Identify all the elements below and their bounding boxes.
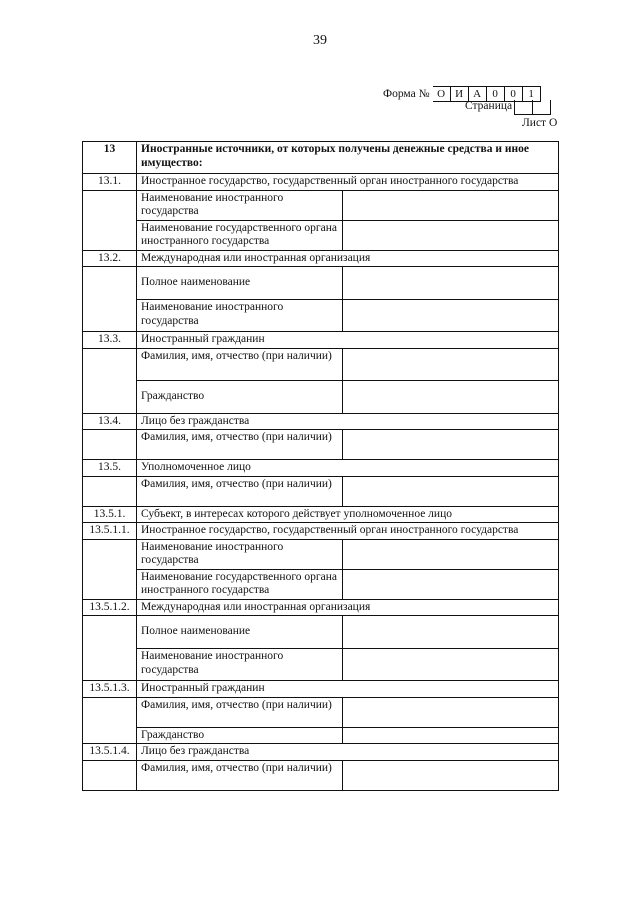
table-row xyxy=(83,267,559,300)
field-input[interactable] xyxy=(343,760,559,790)
field-input[interactable] xyxy=(343,300,559,332)
row-number: 13.4. xyxy=(83,413,137,430)
table-row xyxy=(83,569,559,599)
field-input[interactable] xyxy=(343,727,559,744)
table-row xyxy=(83,250,559,267)
row-number: 13.5.1.4. xyxy=(83,744,137,761)
section-number: 13 xyxy=(83,142,137,174)
table-row xyxy=(83,460,559,477)
field-label: Фамилия, имя, отчество (при наличии) xyxy=(137,697,343,727)
table-row xyxy=(83,697,559,727)
form-code-box: 1 xyxy=(523,86,541,102)
table-row xyxy=(83,681,559,698)
row-title: Иностранное государство, государственный орган иностранного государства xyxy=(137,523,559,540)
field-label: Полное наименование xyxy=(137,267,343,300)
field-label: Наименование иностранного государства xyxy=(137,649,343,681)
field-label: Полное наименование xyxy=(137,616,343,649)
form-code-box: 0 xyxy=(505,86,523,102)
field-input[interactable] xyxy=(343,430,559,460)
row-title: Международная или иностранная организация xyxy=(137,250,559,267)
page-field xyxy=(465,100,551,115)
form-code-box: О xyxy=(433,86,451,102)
field-input[interactable] xyxy=(343,539,559,569)
field-label: Наименование иностранного государства xyxy=(137,300,343,332)
field-input[interactable] xyxy=(343,649,559,681)
field-input[interactable] xyxy=(343,380,559,413)
row-number: 13.1. xyxy=(83,174,137,191)
row-number: 13.5.1.2. xyxy=(83,599,137,616)
table-row xyxy=(83,476,559,506)
row-number: 13.5. xyxy=(83,460,137,477)
field-input[interactable] xyxy=(343,348,559,380)
table-row xyxy=(83,506,559,523)
table-row xyxy=(83,142,559,174)
row-number: 13.2. xyxy=(83,250,137,267)
table-row xyxy=(83,413,559,430)
sheet-label: Лист О xyxy=(522,117,558,129)
table-row xyxy=(83,174,559,191)
table-row xyxy=(83,599,559,616)
field-label: Наименование иностранного государства xyxy=(137,539,343,569)
field-label: Наименование иностранного государства xyxy=(137,190,343,220)
field-input[interactable] xyxy=(343,569,559,599)
field-label: Фамилия, имя, отчество (при наличии) xyxy=(137,348,343,380)
row-number: 13.3. xyxy=(83,332,137,349)
row-title: Уполномоченное лицо xyxy=(137,460,559,477)
page-input[interactable] xyxy=(533,100,551,115)
field-input[interactable] xyxy=(343,616,559,649)
table-row xyxy=(83,760,559,790)
field-label: Фамилия, имя, отчество (при наличии) xyxy=(137,760,343,790)
field-input[interactable] xyxy=(343,220,559,250)
field-input[interactable] xyxy=(343,267,559,300)
field-label: Наименование государственного органа иностранного государства xyxy=(137,569,343,599)
field-input[interactable] xyxy=(343,476,559,506)
form-code-box: И xyxy=(451,86,469,102)
table-row xyxy=(83,430,559,460)
field-input[interactable] xyxy=(343,190,559,220)
row-title: Иностранное государство, государственный орган иностранного государства xyxy=(137,174,559,191)
table-row xyxy=(83,539,559,569)
field-label: Гражданство xyxy=(137,727,343,744)
table-row xyxy=(83,744,559,761)
table-row xyxy=(83,380,559,413)
row-number: 13.5.1.3. xyxy=(83,681,137,698)
field-label: Наименование государственного органа иностранного государства xyxy=(137,220,343,250)
table-row xyxy=(83,190,559,220)
section-title: Иностранные источники, от которых получены денежные средства и иное имущество: xyxy=(137,142,559,174)
row-title: Субъект, в интересах которого действует уполномоченное лицо xyxy=(137,506,559,523)
row-number: 13.5.1. xyxy=(83,506,137,523)
row-title: Лицо без гражданства xyxy=(137,413,559,430)
table-row xyxy=(83,220,559,250)
row-title: Иностранный гражданин xyxy=(137,332,559,349)
page-number: 39 xyxy=(313,33,327,48)
page-label: Страница xyxy=(465,100,513,112)
row-number: 13.5.1.1. xyxy=(83,523,137,540)
table-row xyxy=(83,649,559,681)
row-title: Иностранный гражданин xyxy=(137,681,559,698)
form-label: Форма № xyxy=(383,88,430,100)
form-code-box: 0 xyxy=(487,86,505,102)
row-title: Международная или иностранная организация xyxy=(137,599,559,616)
field-label: Фамилия, имя, отчество (при наличии) xyxy=(137,430,343,460)
sources-table xyxy=(82,141,559,791)
field-label: Гражданство xyxy=(137,380,343,413)
table-row xyxy=(83,348,559,380)
table-row xyxy=(83,332,559,349)
table-row xyxy=(83,523,559,540)
field-label: Фамилия, имя, отчество (при наличии) xyxy=(137,476,343,506)
form-code-box: А xyxy=(469,86,487,102)
table-row xyxy=(83,300,559,332)
field-input[interactable] xyxy=(343,697,559,727)
page-input[interactable] xyxy=(514,100,533,115)
table-row xyxy=(83,727,559,744)
row-title: Лицо без гражданства xyxy=(137,744,559,761)
table-row xyxy=(83,616,559,649)
